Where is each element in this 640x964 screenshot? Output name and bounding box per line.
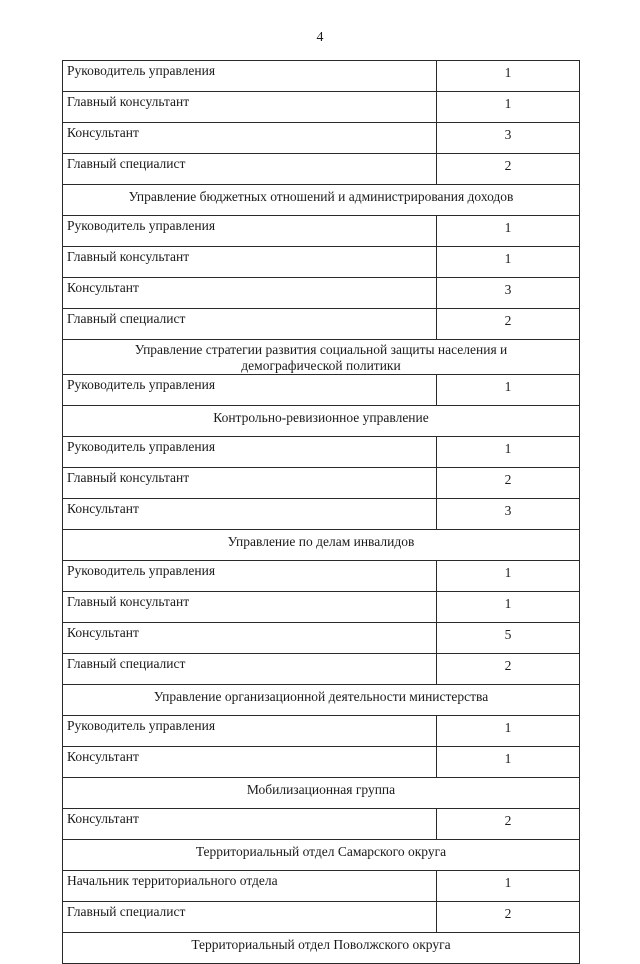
department-header-row (63, 778, 580, 809)
position-count: 2 (437, 468, 580, 499)
position-name: Руководитель управления (63, 375, 437, 406)
position-count: 2 (437, 154, 580, 185)
department-title: Управление бюджетных отношений и администрирования доходов (63, 185, 580, 216)
position-name: Руководитель управления (63, 716, 437, 747)
position-count: 1 (437, 216, 580, 247)
table-row (63, 468, 580, 499)
table-row (63, 809, 580, 840)
position-count: 3 (437, 123, 580, 154)
position-count: 1 (437, 437, 580, 468)
position-name: Главный специалист (63, 654, 437, 685)
table-row (63, 309, 580, 340)
position-count: 2 (437, 809, 580, 840)
position-name: Начальник территориального отдела (63, 871, 437, 902)
position-count: 2 (437, 309, 580, 340)
department-header-row (63, 340, 580, 375)
department-header-row (63, 185, 580, 216)
staffing-table (62, 60, 580, 964)
position-name: Главный специалист (63, 154, 437, 185)
department-title: Территориальный отдел Самарского округа (63, 840, 580, 871)
position-name: Консультант (63, 123, 437, 154)
table-row (63, 871, 580, 902)
table-row (63, 623, 580, 654)
position-name: Главный специалист (63, 902, 437, 933)
department-header-row (63, 840, 580, 871)
table-row (63, 123, 580, 154)
position-name: Руководитель управления (63, 61, 437, 92)
position-count: 3 (437, 499, 580, 530)
table-row (63, 902, 580, 933)
table-row (63, 247, 580, 278)
department-title: Управление организационной деятельности министерства (63, 685, 580, 716)
position-name: Консультант (63, 809, 437, 840)
table-row (63, 437, 580, 468)
position-count: 1 (437, 716, 580, 747)
position-count: 1 (437, 247, 580, 278)
department-title: Контрольно-ревизионное управление (63, 406, 580, 437)
table-row (63, 716, 580, 747)
table-row (63, 61, 580, 92)
department-header-row (63, 685, 580, 716)
position-name: Главный консультант (63, 468, 437, 499)
table-row (63, 592, 580, 623)
position-name: Главный консультант (63, 592, 437, 623)
position-count: 3 (437, 278, 580, 309)
table-row (63, 654, 580, 685)
position-count: 1 (437, 747, 580, 778)
page-number: 4 (316, 30, 324, 45)
department-title: Управление по делам инвалидов (63, 530, 580, 561)
position-count: 1 (437, 592, 580, 623)
position-count: 5 (437, 623, 580, 654)
department-title: Управление стратегии развития социальной защиты населения и демографической политики (63, 340, 580, 375)
department-title: Территориальный отдел Поволжского округа (63, 933, 580, 964)
position-name: Консультант (63, 623, 437, 654)
table-row (63, 278, 580, 309)
table-row (63, 216, 580, 247)
position-name: Консультант (63, 278, 437, 309)
position-count: 2 (437, 902, 580, 933)
department-header-row (63, 933, 580, 964)
table-row (63, 375, 580, 406)
position-name: Главный консультант (63, 92, 437, 123)
position-name: Консультант (63, 747, 437, 778)
table-row (63, 561, 580, 592)
department-header-row (63, 530, 580, 561)
position-name: Консультант (63, 499, 437, 530)
table-row (63, 92, 580, 123)
position-name: Руководитель управления (63, 216, 437, 247)
department-header-row (63, 406, 580, 437)
department-title: Мобилизационная группа (63, 778, 580, 809)
position-count: 1 (437, 61, 580, 92)
position-count: 2 (437, 654, 580, 685)
table-row (63, 747, 580, 778)
table-row (63, 154, 580, 185)
position-count: 1 (437, 561, 580, 592)
position-name: Главный специалист (63, 309, 437, 340)
position-name: Руководитель управления (63, 437, 437, 468)
position-name: Руководитель управления (63, 561, 437, 592)
position-count: 1 (437, 92, 580, 123)
table-row (63, 499, 580, 530)
position-count: 1 (437, 375, 580, 406)
position-count: 1 (437, 871, 580, 902)
position-name: Главный консультант (63, 247, 437, 278)
